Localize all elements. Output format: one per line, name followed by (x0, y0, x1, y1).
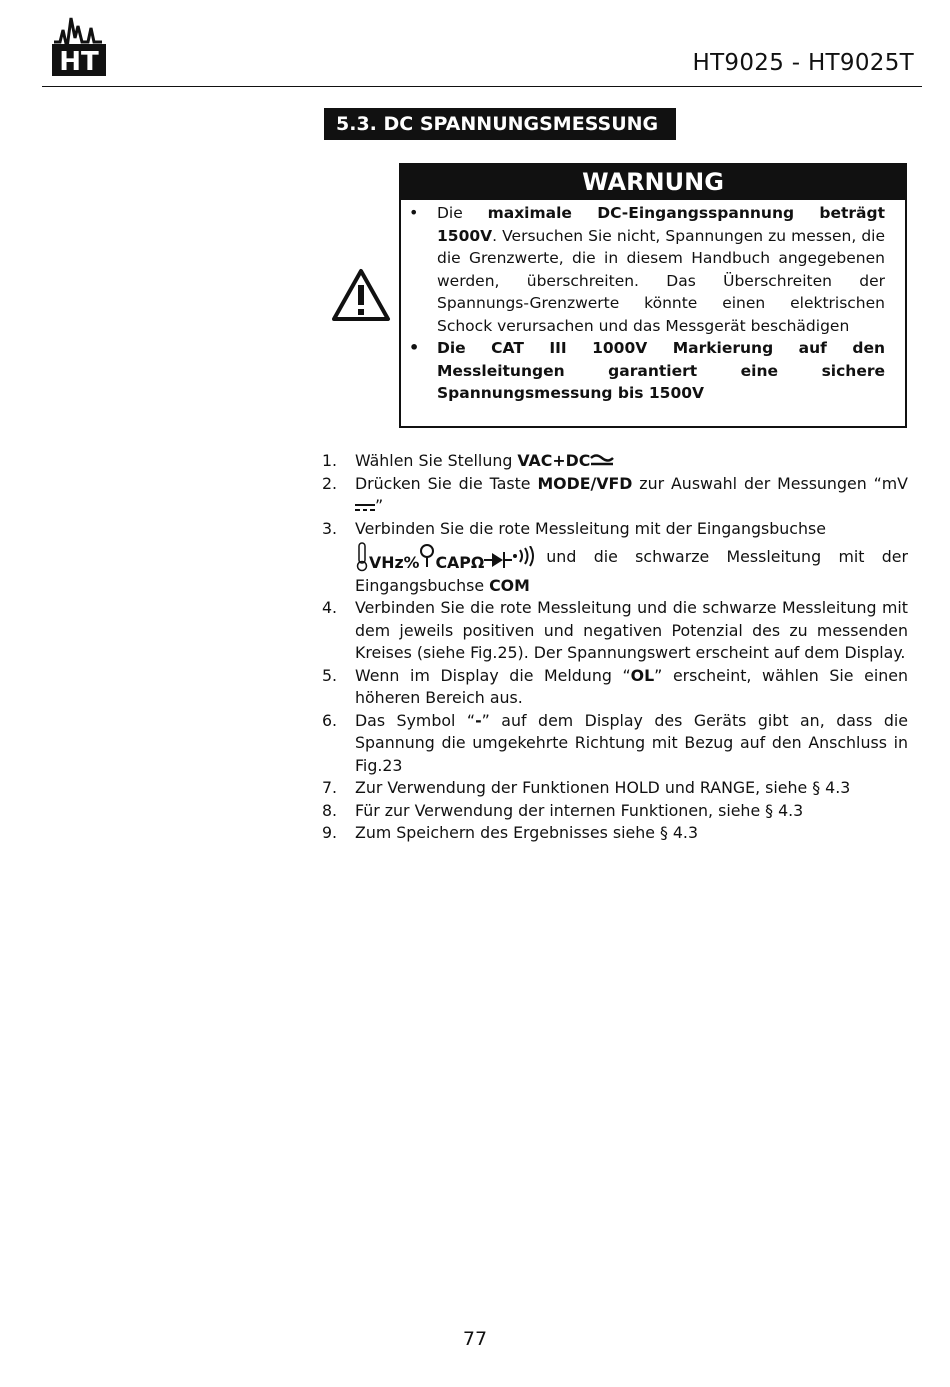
logo-text: HT (59, 47, 99, 77)
step-4: 4. Verbinden Sie die rote Messleitung und die schwarze Messleitung mit dem jeweils positiven und negativen Potenzial des zu messenden Kreises (siehe Fig.25). Der Spannungswert erscheint auf dem Display. (322, 598, 908, 662)
header-divider (42, 86, 922, 87)
step-2: 2. Drücken Sie die Taste MODE/VFD zur Auswahl der Messungen “mV” (322, 473, 908, 515)
model-name: HT9025 - HT9025T (692, 50, 914, 76)
step-7: 7. Zur Verwendung der Funktionen HOLD und RANGE, siehe § 4.3 (322, 778, 851, 797)
step-5: 5. Wenn im Display die Meldung “OL” erscheint, wählen Sie einen höheren Bereich aus. (322, 665, 908, 707)
step-6: 6. Das Symbol “-” auf dem Display des Geräts gibt an, dass die Spannung die umgekehrte Richtung mit Bezug auf den Anschluss in Fig.23 (322, 710, 908, 775)
probe-icon (419, 544, 435, 568)
ht-logo (50, 8, 108, 78)
section-title: 5.3. DC SPANNUNGSMESSUNG (324, 108, 676, 140)
input-terminal-symbols: VHz% CAPΩ (355, 542, 538, 575)
instruction-list (322, 450, 908, 845)
warning-triangle-icon (331, 268, 391, 322)
thermometer-icon (355, 542, 369, 572)
step-1: 1. Wählen Sie Stellung VAC+DC (322, 450, 908, 473)
step-9: 9. Zum Speichern des Ergebnisses siehe § 4.3 (322, 823, 699, 842)
step-3: 3. Verbinden Sie die rote Messleitung mit der Eingangsbuchse VHz% CAPΩ und die schwarze Messleitung mit der Eingangsbuchse COM (322, 518, 908, 595)
warning-heading: WARNUNG (401, 165, 905, 200)
diode-continuity-icon (484, 546, 538, 570)
ac-wave-icon (590, 453, 614, 467)
step-8: 8. Für zur Verwendung der internen Funktionen, siehe § 4.3 (322, 800, 804, 820)
warning-box (399, 163, 907, 428)
warning-item-1: • Die maximale DC-Eingangsspannung beträgt 1500V. Versuchen Sie nicht, Spannungen zu messen, die die Grenzwerte, die in diesem Handbuch angegebenen werden, überschreiten. Das Überschreiten der Spannungs-Grenzwerte könnte einen elektrischen Schock verursachen und das Messgerät beschädigen (437, 202, 885, 337)
warning-list (401, 200, 905, 405)
page-number: 77 (462, 1328, 488, 1350)
warning-item-2: • Die CAT III 1000V Markierung auf den Messleitungen garantiert eine sichere Spannungsmessung bis 1500V (437, 337, 885, 405)
dc-symbol-icon (355, 502, 375, 512)
